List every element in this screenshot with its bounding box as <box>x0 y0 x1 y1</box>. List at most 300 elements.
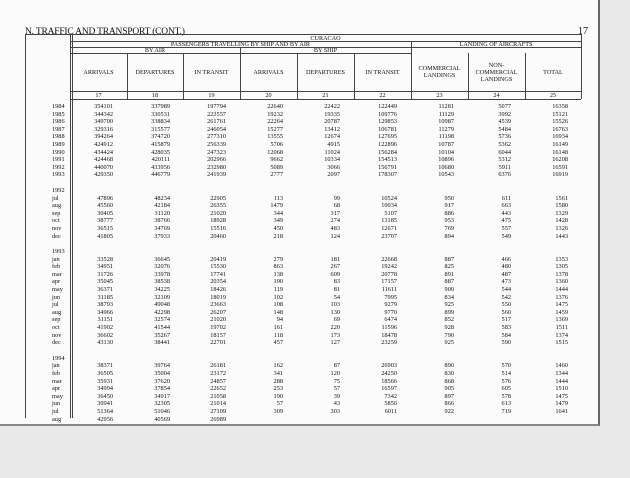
table-cell: 11024 <box>324 148 340 156</box>
table-cell: 317 <box>330 209 340 217</box>
table-cell: 4915 <box>327 140 340 148</box>
rule <box>525 53 526 99</box>
table-cell: 12068 <box>267 148 283 156</box>
table-cell: 10896 <box>438 156 454 164</box>
row-label: 1992 <box>52 163 65 171</box>
table-cell: 32109 <box>154 293 170 301</box>
table-cell: 87 <box>333 362 340 370</box>
table-cell: 18019 <box>210 293 226 301</box>
table-cell: 11279 <box>438 125 454 133</box>
table-cell: 277310 <box>207 133 226 141</box>
table-cell: 891 <box>444 270 454 278</box>
table-cell: 446779 <box>151 171 170 179</box>
section-year-label: 1993 <box>52 248 65 256</box>
row-label: jun <box>52 400 61 408</box>
table-cell: 3992 <box>498 110 511 118</box>
table-cell: 9662 <box>270 156 283 164</box>
column-number: 21 <box>322 91 329 99</box>
column-header: IN TRANSIT <box>194 68 229 76</box>
row-label: 1988 <box>52 133 65 141</box>
table-cell: 119 <box>273 286 283 294</box>
table-cell: 15526 <box>552 118 568 126</box>
row-label: may <box>52 286 63 294</box>
table-cell: 21014 <box>210 400 226 408</box>
row-label: nov <box>52 331 62 339</box>
page-title: N. TRAFFIC AND TRANSPORT (CONT.) <box>25 27 185 37</box>
table-cell: 34917 <box>154 392 170 400</box>
column-number: 19 <box>208 91 215 99</box>
table-cell: 443 <box>501 209 511 217</box>
table-cell: 466 <box>501 255 511 263</box>
table-cell: 34769 <box>154 224 170 232</box>
table-cell: 514 <box>501 370 511 377</box>
table-row <box>25 309 581 317</box>
table-cell: 6376 <box>498 171 511 179</box>
data-table-body <box>25 103 581 423</box>
row-label: feb <box>52 263 61 271</box>
table-row <box>25 217 581 225</box>
table-row <box>25 233 581 241</box>
table-cell: 825 <box>444 263 454 271</box>
rule <box>581 34 582 99</box>
table-cell: 1561 <box>555 194 568 202</box>
row-label: jan <box>52 255 60 263</box>
table-cell: 22668 <box>381 255 397 263</box>
table-cell: 22264 <box>267 118 283 126</box>
column-header: TOTAL <box>543 68 563 76</box>
table-cell: 1460 <box>555 362 568 370</box>
table-cell: 32574 <box>154 316 170 324</box>
table-cell: 483 <box>330 224 340 232</box>
table-cell: 863 <box>273 263 283 271</box>
table-cell: 39764 <box>154 362 170 370</box>
table-cell: 35931 <box>97 377 113 385</box>
table-cell: 868 <box>444 377 454 385</box>
table-cell: 122896 <box>378 140 397 148</box>
table-cell: 45560 <box>97 202 113 210</box>
table-cell: 329316 <box>94 125 113 133</box>
table-cell: 1479 <box>270 202 283 210</box>
column-header: DEPARTURES <box>135 68 175 76</box>
table-cell: 544 <box>501 286 511 294</box>
table-cell: 1376 <box>555 293 568 301</box>
table-cell: 420111 <box>151 156 170 164</box>
table-cell: 440070 <box>94 163 113 171</box>
table-cell: 241939 <box>207 171 226 179</box>
table-cell: 887 <box>444 278 454 286</box>
table-cell: 13555 <box>267 133 283 141</box>
table-cell: 830 <box>444 370 454 377</box>
table-cell: 590 <box>501 339 511 347</box>
table-cell: 394264 <box>94 133 113 141</box>
table-cell: 6474 <box>384 316 397 324</box>
table-cell: 253 <box>273 385 283 393</box>
row-label: jul <box>52 407 59 415</box>
table-cell: 1326 <box>555 224 568 232</box>
table-cell: 42184 <box>154 202 170 210</box>
table-cell: 550 <box>501 301 511 309</box>
row-label: mar <box>52 270 62 278</box>
table-cell: 16934 <box>552 133 568 141</box>
rule <box>70 99 581 100</box>
table-row <box>25 278 581 286</box>
table-cell: 202966 <box>207 156 226 164</box>
table-cell: 18928 <box>210 217 226 225</box>
table-cell: 5077 <box>498 103 511 110</box>
table-cell: 32305 <box>154 400 170 408</box>
table-cell: 20419 <box>210 255 226 263</box>
row-label: nov <box>52 224 62 232</box>
table-cell: 38777 <box>97 217 113 225</box>
row-label: oct <box>52 217 60 225</box>
table-cell: 10104 <box>438 148 454 156</box>
table-cell: 344342 <box>94 110 113 118</box>
table-row <box>25 286 581 294</box>
table-cell: 1305 <box>555 263 568 271</box>
table-cell: 925 <box>444 301 454 309</box>
table-cell: 30405 <box>97 209 113 217</box>
table-cell: 48234 <box>154 194 170 202</box>
rule <box>240 47 241 99</box>
row-label: may <box>52 392 63 400</box>
table-cell: 38538 <box>154 278 170 286</box>
table-cell: 5484 <box>498 125 511 133</box>
table-cell: 570 <box>501 362 511 370</box>
row-label: aug <box>52 308 62 316</box>
table-cell: 31185 <box>97 293 113 301</box>
table-cell: 19232 <box>267 110 283 118</box>
table-cell: 475 <box>501 217 511 225</box>
table-cell: 20787 <box>324 118 340 126</box>
table-cell: 108 <box>273 301 283 309</box>
table-cell: 719 <box>501 407 511 415</box>
table-cell: 102 <box>273 293 283 301</box>
table-cell: 26903 <box>381 362 397 370</box>
table-cell: 21020 <box>210 316 226 324</box>
table-cell: 834 <box>444 293 454 301</box>
row-label: mar <box>52 377 62 385</box>
table-cell: 113 <box>273 194 283 202</box>
table-cell: 10543 <box>438 171 454 179</box>
table-cell: 1344 <box>555 370 568 377</box>
table-cell: 22640 <box>267 103 283 110</box>
table-cell: 1378 <box>555 270 568 278</box>
table-cell: 9770 <box>384 308 397 316</box>
row-label: dec <box>52 339 61 347</box>
table-cell: 23259 <box>381 339 397 347</box>
table-cell: 557 <box>501 224 511 232</box>
table-cell: 246054 <box>207 125 226 133</box>
table-cell: 5706 <box>270 140 283 148</box>
table-cell: 38371 <box>97 362 113 370</box>
table-cell: 99 <box>333 194 340 202</box>
table-cell: 12674 <box>324 133 340 141</box>
table-cell: 7342 <box>384 392 397 400</box>
table-cell: 925 <box>444 339 454 347</box>
rule <box>183 53 184 99</box>
table-cell: 605 <box>501 385 511 393</box>
table-cell: 22652 <box>210 385 226 393</box>
table-cell: 279 <box>273 255 283 263</box>
table-cell: 415879 <box>151 140 170 148</box>
table-row <box>25 316 581 324</box>
row-label: aug <box>52 202 62 210</box>
table-cell: 16591 <box>552 163 568 171</box>
table-cell: 127 <box>330 339 340 347</box>
table-cell: 905 <box>444 385 454 393</box>
rule <box>468 53 469 99</box>
rule <box>411 47 412 99</box>
table-cell: 120 <box>330 370 340 377</box>
table-cell: 19702 <box>210 324 226 332</box>
by-ship-heading: BY SHIP <box>313 46 338 54</box>
table-cell: 487 <box>501 270 511 278</box>
table-cell: 19335 <box>324 110 340 118</box>
table-cell: 1479 <box>555 400 568 408</box>
table-cell: 433956 <box>151 163 170 171</box>
table-cell: 31726 <box>97 270 113 278</box>
table-cell: 428035 <box>151 148 170 156</box>
column-header: ARRIVALS <box>253 68 284 76</box>
table-cell: 32076 <box>154 263 170 271</box>
table-cell: 2777 <box>270 171 283 179</box>
table-cell: 36602 <box>97 331 113 339</box>
table-cell: 1444 <box>555 286 568 294</box>
table-cell: 156284 <box>378 148 397 156</box>
table-cell: 424912 <box>94 140 113 148</box>
table-cell: 38793 <box>97 301 113 309</box>
column-number: 18 <box>151 91 159 99</box>
table-cell: 16919 <box>552 171 568 179</box>
rule <box>354 53 355 99</box>
table-cell: 106781 <box>378 125 397 133</box>
table-cell: 267 <box>330 263 340 271</box>
table-cell: 11611 <box>381 286 397 294</box>
table-row <box>25 271 581 279</box>
table-cell: 94 <box>276 316 283 324</box>
table-row <box>25 225 581 233</box>
column-number: 23 <box>436 91 443 99</box>
table-cell: 5911 <box>498 163 511 171</box>
table-cell: 35267 <box>154 331 170 339</box>
table-cell: 1511 <box>555 324 568 332</box>
table-cell: 663 <box>501 202 511 210</box>
table-cell: 57 <box>333 385 340 393</box>
table-row <box>25 408 581 416</box>
table-cell: 303 <box>330 407 340 415</box>
table-cell: 197794 <box>207 103 226 110</box>
table-cell: 33528 <box>97 255 113 263</box>
table-cell: 34225 <box>154 286 170 294</box>
table-cell: 42298 <box>154 308 170 316</box>
table-cell: 37933 <box>154 232 170 240</box>
section-year-label: 1994 <box>52 354 65 362</box>
table-cell: 1443 <box>555 232 568 240</box>
table-cell: 34994 <box>97 385 113 393</box>
table-cell: 16148 <box>552 148 568 156</box>
table-cell: 2097 <box>327 171 340 179</box>
rule <box>70 91 581 92</box>
table-cell: 10680 <box>438 163 454 171</box>
table-row <box>25 149 581 157</box>
table-cell: 17157 <box>381 278 397 286</box>
table-cell: 154513 <box>378 156 397 164</box>
table-cell: 866 <box>444 400 454 408</box>
column-number: 24 <box>493 91 500 99</box>
table-cell: 22422 <box>324 103 340 110</box>
table-cell: 457 <box>273 339 283 347</box>
table-row <box>25 126 581 134</box>
table-cell: 7995 <box>384 293 397 301</box>
rule <box>127 53 128 99</box>
table-cell: 274 <box>330 217 340 225</box>
table-cell: 129853 <box>378 118 397 126</box>
table-cell: 15516 <box>210 224 226 232</box>
table-cell: 34951 <box>97 263 113 271</box>
table-cell: 23172 <box>210 370 226 377</box>
table-row <box>25 324 581 332</box>
table-cell: 549 <box>501 232 511 240</box>
table-cell: 480 <box>501 263 511 271</box>
table-cell: 83 <box>333 278 340 286</box>
table-cell: 1580 <box>555 202 568 210</box>
table-cell: 17741 <box>210 270 226 278</box>
table-cell: 26181 <box>210 362 226 370</box>
column-number: 25 <box>549 91 557 99</box>
table-row <box>25 256 581 264</box>
rule <box>25 34 581 35</box>
row-label: 1993 <box>52 171 65 179</box>
table-cell: 5107 <box>384 209 397 217</box>
table-row <box>25 416 581 424</box>
table-cell: 16208 <box>552 156 568 164</box>
table-cell: 16597 <box>381 385 397 393</box>
table-cell: 424468 <box>94 156 113 164</box>
table-cell: 11129 <box>438 110 454 118</box>
table-row <box>25 156 581 164</box>
table-cell: 232980 <box>207 163 226 171</box>
table-cell: 51046 <box>154 407 170 415</box>
table-cell: 220 <box>330 324 340 332</box>
table-cell: 922 <box>444 407 454 415</box>
table-cell: 576 <box>501 377 511 385</box>
table-cell: 36371 <box>97 286 113 294</box>
table-cell: 10987 <box>438 118 454 126</box>
table-cell: 900 <box>444 286 454 294</box>
table-cell: 34966 <box>97 308 113 316</box>
table-cell: 5856 <box>384 400 397 408</box>
table-cell: 68 <box>333 202 340 210</box>
passengers-group-heading: PASSENGERS TRAVELLING BY SHIP AND BY AIR <box>170 40 311 48</box>
table-cell: 41805 <box>97 232 113 240</box>
table-cell: 890 <box>444 362 454 370</box>
table-cell: 27109 <box>210 407 226 415</box>
table-cell: 542 <box>501 293 511 301</box>
table-cell: 10524 <box>381 194 397 202</box>
table-cell: 43 <box>333 400 340 408</box>
table-cell: 261761 <box>207 118 226 126</box>
row-label: 1984 <box>52 103 65 110</box>
table-row <box>25 103 581 111</box>
table-cell: 354101 <box>94 103 113 110</box>
table-cell: 18426 <box>210 286 226 294</box>
table-cell: 31120 <box>154 209 170 217</box>
table-cell: 887 <box>444 255 454 263</box>
table-cell: 21058 <box>210 392 226 400</box>
table-cell: 256339 <box>207 140 226 148</box>
row-label: feb <box>52 370 61 377</box>
row-label: 1990 <box>52 148 65 156</box>
table-cell: 75 <box>333 377 340 385</box>
table-cell: 173 <box>330 331 340 339</box>
table-cell: 37620 <box>154 377 170 385</box>
table-cell: 11281 <box>438 103 454 110</box>
table-cell: 51364 <box>97 407 113 415</box>
table-cell: 47896 <box>97 194 113 202</box>
table-cell: 109776 <box>378 110 397 118</box>
table-cell: 9279 <box>384 301 397 309</box>
table-cell: 769 <box>444 224 454 232</box>
table-cell: 41544 <box>154 324 170 332</box>
table-cell: 1369 <box>555 316 568 324</box>
row-label: 1986 <box>52 118 65 126</box>
table-cell: 5736 <box>498 133 511 141</box>
table-cell: 1641 <box>555 407 568 415</box>
table-cell: 16763 <box>552 125 568 133</box>
table-cell: 5312 <box>498 156 511 164</box>
table-cell: 330531 <box>151 110 170 118</box>
table-row <box>25 202 581 210</box>
table-row <box>25 171 581 179</box>
table-cell: 1329 <box>555 209 568 217</box>
table-row <box>25 111 581 119</box>
table-cell: 247323 <box>207 148 226 156</box>
table-cell: 899 <box>444 308 454 316</box>
column-number: 20 <box>265 91 272 99</box>
table-cell: 5089 <box>270 163 283 171</box>
column-header: IN TRANSIT <box>365 68 400 76</box>
table-cell: 22905 <box>210 194 226 202</box>
table-cell: 1510 <box>555 385 568 393</box>
table-cell: 36515 <box>97 224 113 232</box>
table-cell: 181 <box>330 255 340 263</box>
table-cell: 12671 <box>381 224 397 232</box>
table-row <box>25 339 581 347</box>
table-cell: 1459 <box>555 308 568 316</box>
table-cell: 790 <box>444 331 454 339</box>
table-cell: 897 <box>444 392 454 400</box>
column-header: DEPARTURES <box>306 68 345 76</box>
table-row <box>25 294 581 302</box>
table-cell: 41902 <box>97 324 113 332</box>
table-cell: 23663 <box>210 301 226 309</box>
table-cell: 1475 <box>555 392 568 400</box>
table-cell: 161 <box>273 324 283 332</box>
table-cell: 54 <box>333 293 340 301</box>
table-cell: 57 <box>276 400 283 408</box>
table-cell: 16149 <box>552 140 568 148</box>
table-cell: 5362 <box>498 140 511 148</box>
row-label: jul <box>52 194 59 202</box>
table-cell: 43130 <box>97 339 113 347</box>
table-cell: 374720 <box>151 133 170 141</box>
table-cell: 33978 <box>154 270 170 278</box>
table-cell: 42956 <box>97 415 113 423</box>
section-year-label: 1992 <box>52 186 65 194</box>
table-cell: 10334 <box>324 156 340 164</box>
table-cell: 148 <box>273 308 283 316</box>
table-cell: 1353 <box>555 255 568 263</box>
